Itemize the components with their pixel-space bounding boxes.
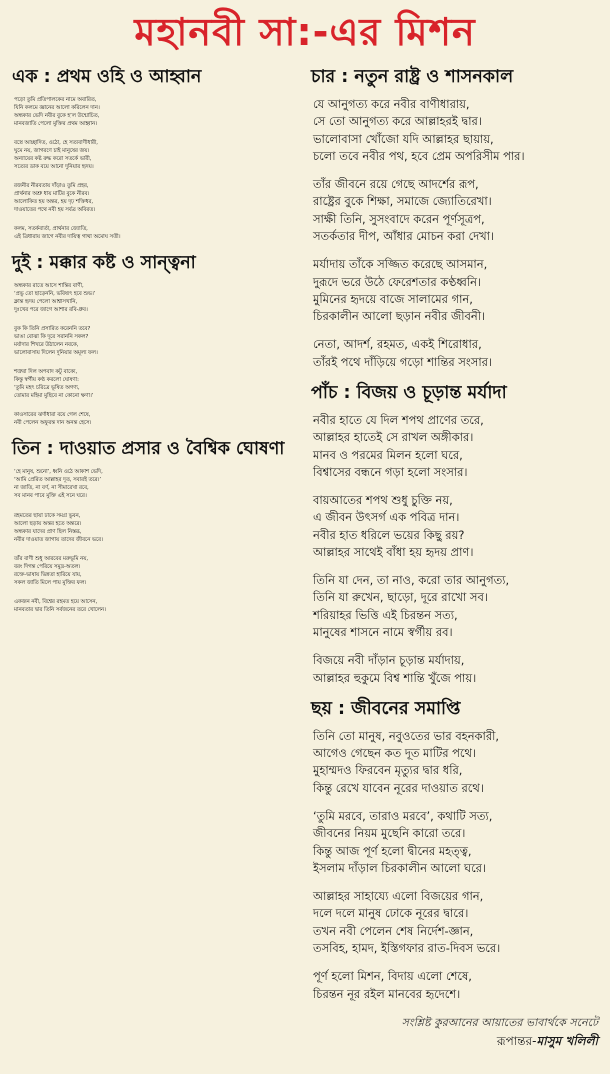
poem-section [311, 698, 598, 1003]
poem-line: অন্ধকার ভেদি নবীর বুকে হ’ল উন্মোচিত, [14, 113, 100, 120]
poem-line: দুরূদে ভরে উঠে ফেরেশতার কণ্ঠধ্বনি। [313, 274, 482, 289]
stanza [14, 368, 299, 400]
poem-line: পড়ো তুমি প্রতিপালকের নামে অবারিত, [14, 97, 97, 103]
poem-line: একজন নবী, বিশ্বের রহমত হয়ে আসেন, [14, 598, 98, 605]
poem-title: মহানবী সা:-এর মিশন [134, 10, 476, 54]
poem-line: শরিয়াহর ভিত্তি এই চিরন্তন সত্য, [313, 607, 458, 622]
poem-line: প্রার্থনার অশ্রু ধায় মাটির বুকে নীরব। [14, 191, 90, 198]
poem-line: ‘তুমি মরবে, তারাও মরবে’, কথাটি সত্য, [313, 809, 493, 823]
poem-line: বরং দিগন্ত পেরিয়ে সমুদ্র-অতল। [14, 563, 81, 570]
poem-line: দাওয়াতের পথে নবী হয় সর্বত্র অবিরত। [14, 207, 96, 214]
poem-line: এ জীবন উৎসর্গ এক পবিত্র দান। [313, 510, 460, 525]
stanza [313, 492, 598, 561]
credit-name: মাসুম খলিলী [536, 1033, 598, 1048]
poem-line: বায়আতের শপথ শুধু চুক্তি নয়, [313, 493, 453, 508]
stanza [14, 512, 299, 544]
poem-section [311, 382, 598, 687]
poem-line: ঘুমে নয়, জাগরণে চাই মানুষের জয়। [14, 148, 90, 155]
poem-line: নবীর হাত ধরিলে ভয়ের কিছু রয়? [313, 527, 465, 542]
poem-columns [12, 62, 598, 1050]
section-heading: দুই : মক্কার কষ্ট ও সান্ত্বনা [12, 253, 196, 274]
poem-line: সব মানব পাবে মুক্তি এই সনে ঘরে। [14, 493, 87, 500]
poem-line: শত্রুরা দিল অপবাদ কটু বাক্যে, [14, 369, 78, 376]
stanza [14, 282, 299, 314]
poem-line: ইসলাম দাঁড়াল চিরকালীন আলো ঘরে। [313, 860, 487, 875]
poem-line: পূর্ণ হলো মিশন, বিদায় এলো শেষে, [313, 969, 472, 984]
poem-line: ‘প্রভু তো ছাড়েননি, ভবিষ্যৎ হবে শুভ।’ [14, 291, 96, 298]
credit-prefix: রূপান্তর- [496, 1033, 537, 1048]
poem-line: বস্ত্রে আচ্ছাদিত, ওঠো, হে সত্যবাণীধারী, [14, 140, 98, 147]
poem-line: রহমতের ছায়া ঢাকে সমগ্র ভুবন, [14, 512, 81, 519]
poem-line: না জাতি, না বর্ণ, না সীমারেখা রবে, [14, 485, 89, 492]
stanza [313, 888, 598, 957]
poem-line: যিনি কলমে জ্ঞানের আলো করিলেন দান। [14, 105, 100, 112]
section-heading: তিন : দাওয়াত প্রসার ও বৈশ্বিক ঘোষণা [12, 439, 285, 460]
poem-line: আল্লাহর সাহায্যে এলো বিজয়ের গান, [313, 889, 484, 904]
stanza [14, 182, 299, 214]
left-column [12, 62, 299, 1050]
poem-line: রজনীর নীরবতায় দাঁড়াও তুমি প্রহর, [14, 183, 89, 190]
poem-line: কাওসারের ঝর্ণাধারা বয়ে গেল শেষে, [14, 412, 91, 419]
poem-line: আল্লাহর সাথেই বাঁধা হয় হৃদয় প্রাণ। [313, 544, 474, 559]
poem-line: অন্ধকার যাদের প্রাণ ছিল নিস্তব্ধ, [14, 528, 82, 535]
poem-line: আল্লাহর হাতেই সে রাখল অঙ্গীকার। [313, 430, 474, 445]
poem-line: ‘হে মানুষ, শুনো’, ধ্বনি ওঠে আকাশ ভেদি, [14, 469, 103, 476]
stanza [313, 336, 598, 371]
poem-line: দুঃখের পরে জাগে আশার রবি-ধ্রুব। [14, 307, 88, 314]
poem-line: তিনি তো মানুষ, নবুওতের ভার বহনকারী, [313, 728, 500, 743]
poem-line: মুহাম্মদও ফিরবেন মৃত্যুর দ্বার ধরি, [313, 763, 463, 778]
poem-line: নবী পেলেন অফুরন্ত দান অনন্ত হেসে। [14, 420, 92, 427]
right-sections [311, 66, 598, 1003]
section-heading: পাঁচ : বিজয় ও চূড়ান্ত মর্যাদা [311, 382, 507, 403]
stanza [313, 412, 598, 481]
stanza [14, 555, 299, 587]
poem-line: তসবিহ, হামদ, ইস্তিগফার রাত-দিবস ভরে। [313, 940, 501, 955]
poem-line: কিন্তু রেখে যাবেন নূরের দাওয়াত রথে। [313, 780, 484, 795]
poem-line: মানবতার দ্বার তিনি সর্বজনের তরে খোলেন। [14, 606, 106, 613]
poem-line: যে আনুগত্য করে নবীর বাণীধারায়, [313, 97, 470, 111]
right-column [311, 62, 598, 1050]
poem-line: মর্যাদায় তাঁকে সজ্জিত করেছে আসমান, [313, 257, 488, 272]
poem-line: ক্লান্ত হৃদয় পেলো আশ্বাসখানি, [14, 299, 78, 306]
poem-line: অন্ধকার রাতে আসে শান্তির বাণী, [14, 283, 84, 290]
poem-line: কিন্তু স্বর্গীয় কণ্ঠ করলো ঘোষণা: [14, 377, 79, 384]
stanza [313, 176, 598, 245]
poem-line: বুক কি তিনি প্রসারিত করেননি তবে? [14, 326, 91, 333]
poem-line: মুমিনের হৃদয়ে বাজে সালামের গান, [313, 291, 473, 306]
stanza [14, 598, 299, 614]
credit-translator [311, 1032, 598, 1050]
poem-line: আগেও গেছেন কত দূত মাটির পথে। [313, 746, 477, 761]
poem-line: মানবজাতি পেলো মুক্তির প্রথম আহ্বান। [14, 121, 97, 128]
poem-line: সে তো আনুগত্য করে আল্লাহরই দ্বার। [313, 114, 482, 129]
poem-section [12, 66, 299, 241]
poem-line: সকল জাতি মিলে পায় মুক্তির ফল। [14, 579, 87, 586]
stanza [313, 652, 598, 687]
poem-line: নবীর হাতে যে দিল শপথ প্রাণের তরে, [313, 412, 484, 427]
poem-section [12, 438, 299, 613]
poem-line: কলম, সতর্কবার্তা, প্রার্থনার জ্যোতি, [14, 226, 88, 233]
poem-line: রক্তে-ভাষায় ভিন্নতা হারিয়ে যায়, [14, 571, 82, 578]
poem-line: ভালোবাসা খোঁজো যদি আল্লাহর ছায়ায়, [313, 131, 494, 146]
poem-line: জীবনের নিয়ম মুছেনি কারো তরে। [313, 826, 466, 841]
poem-line: সত্যের ডাক বয়ে আনো দুনিয়ার হৃদয়। [14, 164, 94, 171]
stanza [313, 968, 598, 1003]
poem-line: তিনি যা দেন, তা নাও, করো তার আনুগত্য, [313, 573, 510, 588]
poem-line: তখন নবী পেলেন শেষ নির্দেশ-জ্ঞান, [313, 923, 474, 938]
poem-line: সতর্কতার দীপ, আঁধার মোচন করা দেখা। [313, 228, 495, 243]
poem-line: নবীর দাওয়াত জাগায় তাদের জীবনে ভরে। [14, 536, 103, 543]
poem-line: মানুষের শাসনে নামে স্বর্গীয় রব। [313, 625, 453, 640]
poem-line: আল্লাহর হুকুমে বিশ্ব শান্তি খুঁজে পায়। [313, 670, 477, 685]
poem-line: আলো ছড়ায় অন্তর হতে অন্তরে। [14, 520, 82, 527]
poem-line: সাক্ষী তিনি, সুসংবাদে করেন পূর্ণসূত্রপ, [313, 211, 485, 226]
poem-line: নেতা, আদর্শ, রহমত, একই শিরোধার, [313, 337, 482, 352]
stanza [313, 808, 598, 877]
poem-line: এই ত্রিধারায় জাগে নবীর দায়িত্ব গাথা অমোঘ সতী। [14, 234, 121, 241]
poem-line: ‘তুমি মহৎ চরিত্রে ভূষিত অগণ্য, [14, 385, 80, 392]
poem-line: অন্যায়ের কষ্ট রুদ্ধ করো সতর্কে ভারী, [14, 156, 92, 163]
poem-line: মানব ও পরমের মিলন হলো ঘরে, [313, 447, 463, 462]
stanza [14, 96, 299, 128]
stanza [14, 139, 299, 171]
poem-line: তোমার মহিমা মুছিবে না কোনো ক্ষণা।’ [14, 393, 94, 400]
credit-block [311, 1014, 598, 1050]
section-heading: এক : প্রথম ওহি ও আহ্বান [12, 67, 202, 87]
poem-line: চিরন্তন নূর রইল মানবের হৃদেশে। [313, 986, 461, 1001]
stanza [14, 468, 299, 500]
poem-line: ভালোবাসায় দিলেন দুনিয়ার অমূল্য ফল। [14, 350, 98, 357]
poem-page [0, 8, 610, 1074]
poem-line: কিন্তু আজ পূর্ণ হলো দ্বীনের মহত্ত্ব, [313, 843, 472, 858]
poem-section [12, 252, 299, 427]
stanza [313, 728, 598, 797]
poem-line: চলো তবে নবীর পথ, হবে প্রেম অপরিসীম পার। [313, 148, 525, 163]
poem-line: ভাঙা বোঝা কি দূরে সরাননি সকল? [14, 334, 89, 341]
stanza [14, 325, 299, 357]
poem-line: তিনি যা রুখেন, ছাড়ো, দূরে রাখো সব। [313, 590, 488, 605]
poem-line: তাঁর জীবনে রয়ে গেছে আদর্শের রূপ, [313, 177, 479, 192]
poem-line: বিজয়ে নবী দাঁড়ান চূড়ান্ত মর্যাদায়, [313, 653, 465, 668]
section-heading: ছয় : জীবনের সমাপ্তি [311, 698, 461, 719]
poem-line: দলে দলে মানুষ ঢোকে নূরের দ্বারে। [313, 906, 469, 921]
poem-line: তাঁরই পথে দাঁড়িয়ে গড়ো শান্তির সংসার। [313, 354, 493, 369]
poem-line: ‘আমি প্রেরিত আল্লাহর দূত, সবারই তরে।’ [14, 477, 102, 484]
stanza [313, 572, 598, 641]
poem-line: বিশ্বাসের বন্ধনে গড়া হলো সংসার। [313, 464, 468, 479]
poem-line: আলোকিত হয় অন্তর, হয় দৃঢ় শক্তিধর, [14, 199, 94, 206]
credit-note: সংশ্লিষ্ট কুরআনের আয়াতের ভাবার্থকে সনেটে [401, 1015, 598, 1029]
poem-section [311, 66, 598, 371]
stanza [313, 96, 598, 165]
poem-line: মর্যাদার শিখরে উঠালেন নবকে, [14, 342, 79, 349]
poem-line: তাঁর বাণী শুধু আরবের মরুভূমি নয়, [14, 555, 89, 562]
stanza [14, 225, 299, 241]
stanza [14, 411, 299, 427]
stanza [313, 256, 598, 325]
poem-line: রাষ্ট্রের বুকে শিক্ষা, সমাজে জ্যোতিরেখা। [313, 194, 492, 209]
poem-line: চিরকালীন আলো ছড়ান নবীর জীবনী। [313, 309, 486, 324]
section-heading: চার : নতুন রাষ্ট্র ও শাসনকাল [311, 67, 514, 87]
